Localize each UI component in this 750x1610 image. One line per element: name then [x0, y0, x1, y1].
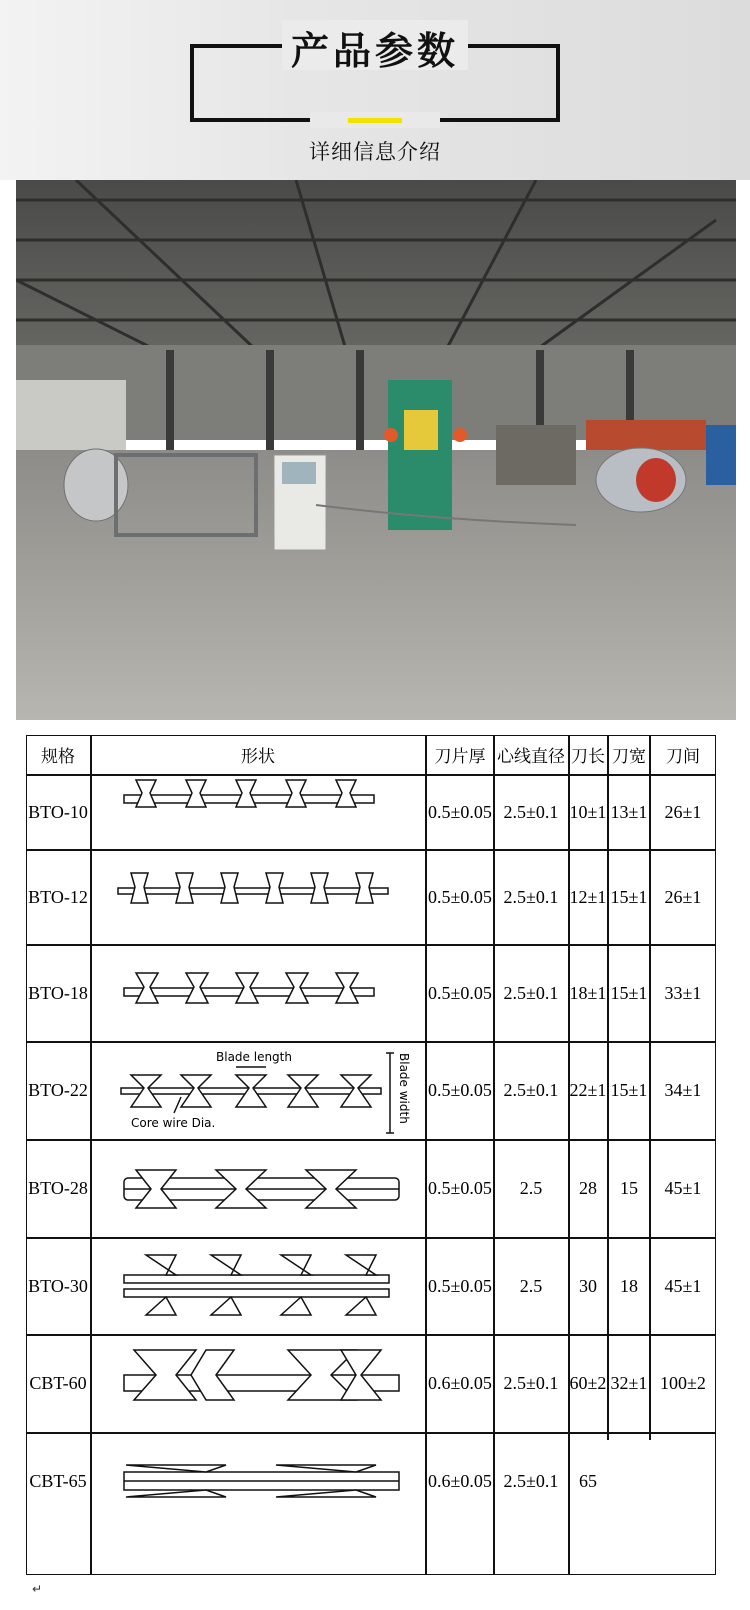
- spacing-cell: 26±1: [664, 802, 702, 822]
- header-shape: 形状: [241, 747, 275, 767]
- model-cell: CBT-60: [29, 1373, 87, 1393]
- header-banner: [0, 0, 750, 180]
- core-wire-cell: 2.5±0.1: [503, 1471, 559, 1491]
- core-wire-cell: 2.5: [519, 1178, 543, 1198]
- model-cell: BTO-18: [28, 983, 88, 1003]
- spec-table: [26, 735, 716, 1575]
- blade-length-cell: 60±2: [569, 1373, 607, 1393]
- header-spec: 规格: [41, 747, 75, 767]
- thickness-cell: 0.5±0.05: [428, 983, 492, 1003]
- thickness-cell: 0.5±0.05: [428, 802, 492, 822]
- core-wire-cell: 2.5: [519, 1276, 543, 1296]
- blade-width-cell: 32±1: [610, 1373, 648, 1393]
- thickness-cell: 0.5±0.05: [428, 1080, 492, 1100]
- spacing-cell: 34±1: [664, 1080, 702, 1100]
- core-wire-cell: 2.5±0.1: [503, 802, 559, 822]
- spacing-cell: 26±1: [664, 887, 702, 907]
- model-cell: BTO-30: [28, 1276, 88, 1296]
- model-cell: BTO-28: [28, 1178, 88, 1198]
- return-mark: ↵: [32, 1582, 43, 1596]
- annotation-blade-width: Blade width: [397, 1053, 411, 1124]
- blade-width-cell: 15±1: [610, 887, 648, 907]
- thickness-cell: 0.5±0.05: [428, 1276, 492, 1296]
- core-wire-cell: 2.5±0.1: [503, 887, 559, 907]
- blade-length-cell: 22±1: [569, 1080, 607, 1100]
- factory-illustration: [16, 180, 736, 720]
- thickness-cell: 0.6±0.05: [428, 1373, 492, 1393]
- spacing-cell: 45±1: [664, 1276, 702, 1296]
- factory-photo: [16, 180, 736, 720]
- header-blade-length: 刀长: [571, 747, 605, 767]
- header-blade-width: 刀宽: [612, 747, 646, 767]
- blade-width-cell: 18: [620, 1276, 638, 1296]
- core-wire-cell: 2.5±0.1: [503, 1080, 559, 1100]
- header-spacing: 刀间: [666, 747, 700, 767]
- blade-length-cell: 65: [579, 1471, 597, 1491]
- blade-length-cell: 10±1: [569, 802, 607, 822]
- core-wire-cell: 2.5±0.1: [503, 1373, 559, 1393]
- spacing-cell: 45±1: [664, 1178, 702, 1198]
- blade-length-cell: 28: [579, 1178, 597, 1198]
- spacing-cell: 100±2: [660, 1373, 706, 1393]
- core-wire-cell: 2.5±0.1: [503, 983, 559, 1003]
- model-cell: BTO-22: [28, 1080, 88, 1100]
- model-cell: CBT-65: [29, 1471, 87, 1491]
- thickness-cell: 0.5±0.05: [428, 1178, 492, 1198]
- spec-table-svg: [26, 735, 716, 1575]
- annotation-core-wire: Core wire Dia.: [131, 1116, 216, 1130]
- page-subtitle: 详细信息介绍: [309, 140, 441, 164]
- thickness-cell: 0.6±0.05: [428, 1471, 492, 1491]
- page-title: 产品参数: [290, 29, 459, 73]
- model-cell: BTO-12: [28, 887, 88, 907]
- blade-width-cell: 15±1: [610, 983, 648, 1003]
- header-core-wire: 心线直径: [497, 747, 565, 767]
- blade-width-cell: 15: [620, 1178, 638, 1198]
- annotation-blade-length: Blade length: [216, 1050, 292, 1064]
- header-thickness: 刀片厚: [434, 747, 486, 767]
- blade-width-cell: 13±1: [610, 802, 648, 822]
- thickness-cell: 0.5±0.05: [428, 887, 492, 907]
- blade-length-cell: 12±1: [569, 887, 607, 907]
- blade-length-cell: 30: [579, 1276, 597, 1296]
- blade-length-cell: 18±1: [569, 983, 607, 1003]
- spacing-cell: 33±1: [664, 983, 702, 1003]
- accent-bar: [348, 118, 402, 123]
- blade-width-cell: 15±1: [610, 1080, 648, 1100]
- model-cell: BTO-10: [28, 802, 88, 822]
